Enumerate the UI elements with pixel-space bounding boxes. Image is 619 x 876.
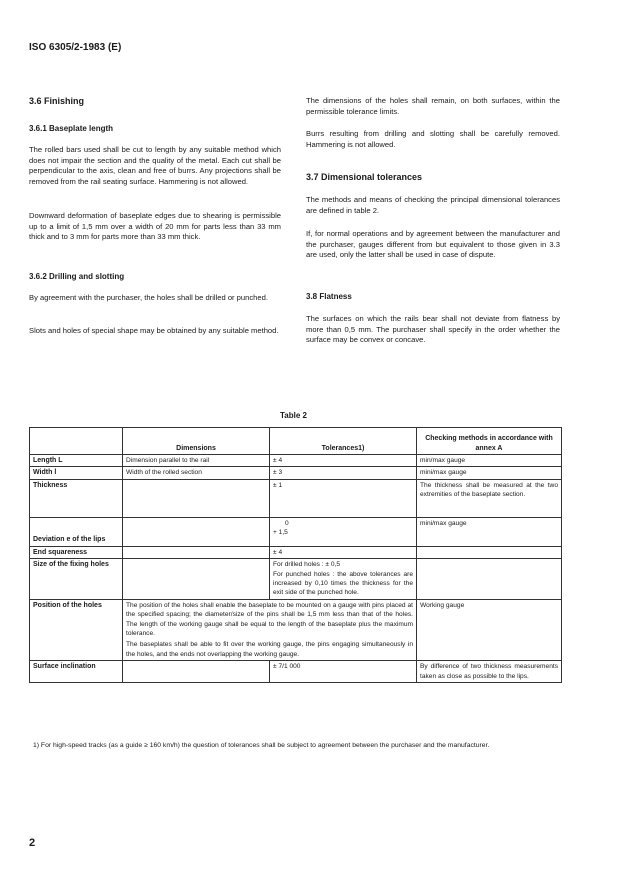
row-tolerance: ± 4 bbox=[270, 546, 417, 558]
row-tolerance: ± 7/1 000 bbox=[270, 661, 417, 683]
table-row bbox=[30, 479, 562, 517]
row-dimension: Dimension parallel to the rail bbox=[123, 455, 270, 467]
row-check: min/max gauge bbox=[417, 455, 562, 467]
table-row bbox=[30, 661, 562, 683]
row-dimension bbox=[123, 479, 270, 517]
section-3-6-title: 3.6 Finishing bbox=[29, 96, 85, 106]
section-3-6-2-para-3: The dimensions of the holes shall remain, on both surfaces, within the permissible tolerance limits. bbox=[306, 96, 560, 116]
row-dimension bbox=[123, 559, 270, 600]
row-tolerance: ± 4 bbox=[270, 455, 417, 467]
row-check: Working gauge bbox=[417, 599, 562, 660]
table-header-tolerances: Tolerances1) bbox=[270, 428, 417, 455]
section-3-6-2-title: 3.6.2 Drilling and slotting bbox=[29, 272, 125, 281]
table-row bbox=[30, 467, 562, 479]
row-label: Deviation e of the lips bbox=[30, 517, 123, 546]
row-label: Position of the holes bbox=[30, 599, 123, 660]
section-3-6-2-para-4: Burrs resulting from drilling and slotting shall be carefully removed. Hammering is not allowed. bbox=[306, 129, 560, 149]
table-caption: Table 2 bbox=[280, 411, 307, 420]
tolerance-punched: For punched holes : the above tolerances are increased by 0,10 times the thickness for the exit side of the punched hole. bbox=[273, 570, 413, 597]
section-3-6-2-para-2: Slots and holes of special shape may be obtained by any suitable method. bbox=[29, 326, 279, 335]
row-dimension: Width of the rolled section bbox=[123, 467, 270, 479]
row-dimension bbox=[123, 599, 417, 660]
row-label: End squareness bbox=[30, 546, 123, 558]
section-3-7-title: 3.7 Dimensional tolerances bbox=[306, 172, 423, 182]
row-check bbox=[417, 559, 562, 600]
table-row bbox=[30, 546, 562, 558]
table-row bbox=[30, 559, 562, 600]
row-tolerance bbox=[270, 517, 417, 546]
row-check: mini/max gauge bbox=[417, 467, 562, 479]
table-footnote: 1) For high-speed tracks (as a guide ≥ 160 km/h) the question of tolerances shall be subject to agreement between the purchaser and the manufacturer. bbox=[33, 742, 490, 749]
row-label: Length L bbox=[30, 455, 123, 467]
row-tolerance: ± 3 bbox=[270, 467, 417, 479]
table-header-blank bbox=[30, 428, 123, 455]
section-3-6-1-title: 3.6.1 Baseplate length bbox=[29, 124, 114, 133]
row-label: Surface inclination bbox=[30, 661, 123, 683]
position-text-2: The baseplates shall be able to fit over the working gauge, the pins engaging simultaneously in the holes, and the ends not overlapping the working gauge. bbox=[126, 641, 413, 658]
row-check: By difference of two thickness measurements taken as close as possible to the lips. bbox=[417, 661, 562, 683]
tolerance-upper: + 1,5 bbox=[273, 529, 288, 537]
section-3-6-1-para-2: Downward deformation of baseplate edges due to shearing is permissible up to a limit of 1,5 mm over a width of 20 mm for parts less than 33 mm thick and to 3 mm for parts more than 33 mm thick. bbox=[29, 211, 281, 242]
section-3-6-1-para-1: The rolled bars used shall be cut to length by any suitable method which does not impair the section and the quality of the metal. Each cut shall be perpendicular to the axis, clean and free of burrs. Any projections shall be removed from the rail seating surface. Hammering is not allowed. bbox=[29, 145, 281, 186]
tolerance-lower: 0 bbox=[285, 519, 289, 527]
table-row bbox=[30, 599, 562, 660]
tolerance-drilled: For drilled holes : ± 0,5 bbox=[273, 561, 341, 569]
row-dimension bbox=[123, 661, 270, 683]
row-check bbox=[417, 546, 562, 558]
document-header: ISO 6305/2-1983 (E) bbox=[29, 42, 122, 53]
row-check: mini/max gauge bbox=[417, 517, 562, 546]
row-tolerance: ± 1 bbox=[270, 479, 417, 517]
row-check: The thickness shall be measured at the two extremities of the baseplate section. bbox=[417, 479, 562, 517]
table-header-row bbox=[30, 428, 562, 455]
section-3-8-para-1: The surfaces on which the rails bear shall not deviate from flatness by more than 0,5 mm. The purchaser shall specify in the order whether the surface may be convex or concave. bbox=[306, 314, 560, 345]
row-dimension bbox=[123, 546, 270, 558]
row-label: Width l bbox=[30, 467, 123, 479]
section-3-7-para-2: If, for normal operations and by agreement between the manufacturer and the purchaser, gauges different from but equivalent to those given in 3.3 are used, only the latter shall be used in case of dispute. bbox=[306, 229, 560, 260]
tolerances-table bbox=[29, 427, 562, 683]
row-dimension bbox=[123, 517, 270, 546]
row-label: Thickness bbox=[30, 479, 123, 517]
row-tolerance bbox=[270, 559, 417, 600]
table-row bbox=[30, 455, 562, 467]
table-header-dimensions: Dimensions bbox=[123, 428, 270, 455]
section-3-8-title: 3.8 Flatness bbox=[306, 292, 352, 301]
section-3-6-2-para-1: By agreement with the purchaser, the holes shall be drilled or punched. bbox=[29, 293, 268, 302]
table-row bbox=[30, 517, 562, 546]
section-3-7-para-1: The methods and means of checking the principal dimensional tolerances are defined in table 2. bbox=[306, 195, 560, 215]
row-label: Size of the fixing holes bbox=[30, 559, 123, 600]
position-text-1: The position of the holes shall enable the baseplate to be mounted on a gauge with pins placed at the specified spacing; the diameter/size of the pins shall be 1,5 mm less than that of the holes. The length of the working gauge shall be equal to the length of the baseplate plus the maximum tolerance. bbox=[126, 601, 413, 638]
table-header-checking: Checking methods in accordance with annex A bbox=[417, 428, 562, 455]
page-number: 2 bbox=[29, 837, 36, 849]
